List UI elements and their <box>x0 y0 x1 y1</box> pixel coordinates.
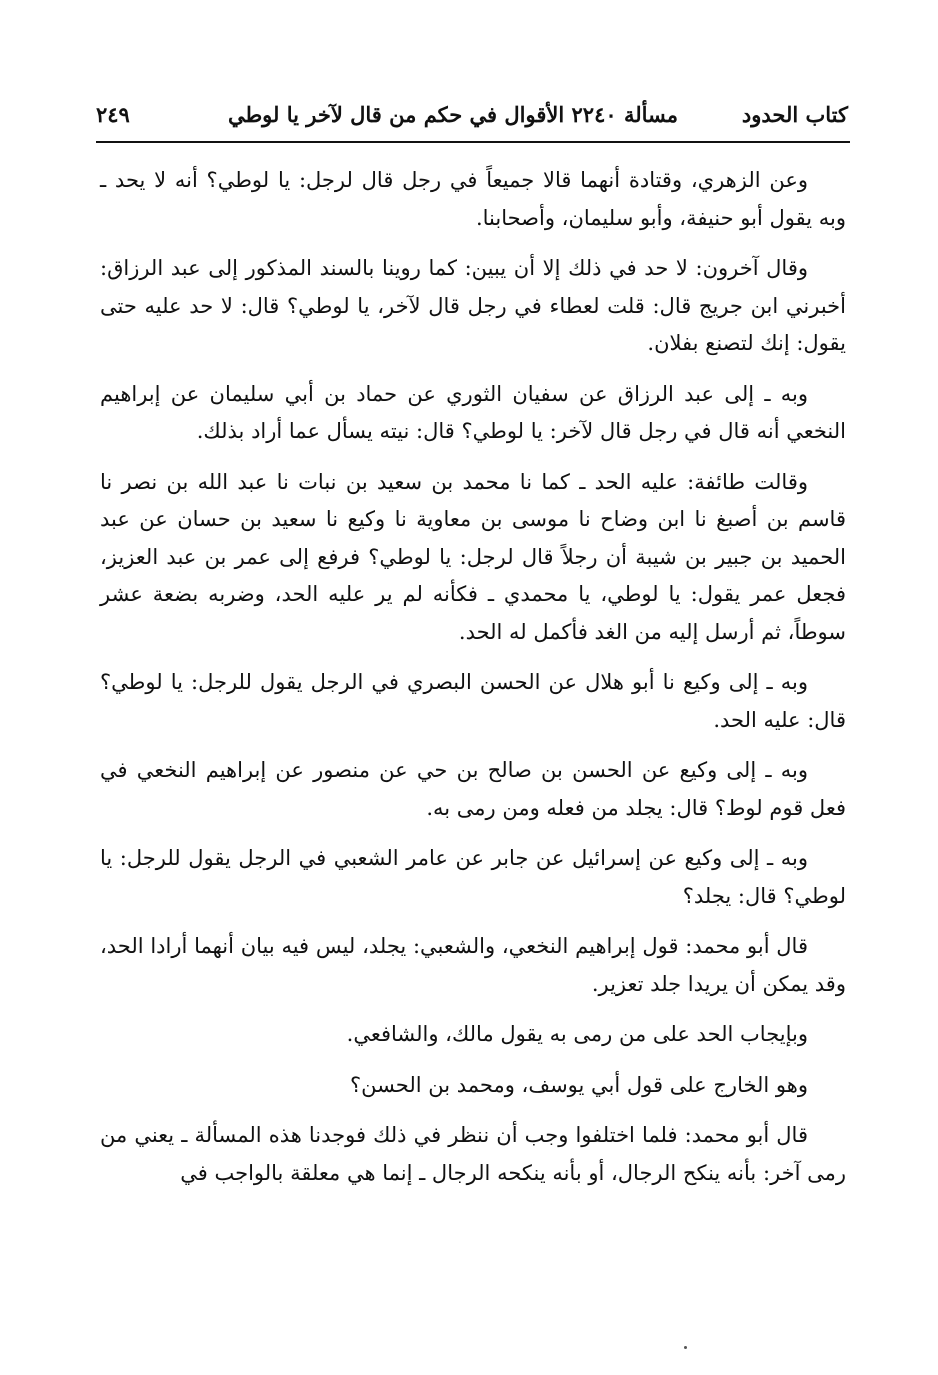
print-speck <box>684 1346 687 1349</box>
page-number: ٢٤٩ <box>96 102 130 127</box>
header-rule <box>96 141 850 143</box>
book-title: كتاب الحدود <box>741 102 848 127</box>
paragraph-1: وعن الزهري، وقتادة أنهما قالا جميعاً في رجل قال لرجل: يا لوطي؟ أنه لا يحد ـ وبه يقول أبو حنيفة، وأبو سليمان، وأصحابنا. <box>100 168 846 230</box>
paragraph-7: وبه ـ إلى وكيع عن إسرائيل عن جابر عن عامر الشعبي في الرجل يقول للرجل: يا لوطي؟ قال: يجلد؟ <box>100 846 846 908</box>
paragraph-11: قال أبو محمد: فلما اختلفوا وجب أن ننظر في ذلك فوجدنا هذه المسألة ـ يعني من رمى آخر: بأنه ينكح الرجال، أو بأنه ينكحه الرجال ـ إنما هي معلقة بالواجب في <box>100 1123 846 1185</box>
section-title: مسألة ٢٢٤٠ الأقوال في حكم من قال لآخر يا لوطي <box>227 102 678 127</box>
main-text <box>100 162 846 1205</box>
paragraph-4: وقالت طائفة: عليه الحد ـ كما نا محمد بن سعيد بن نبات نا عبد الله بن نصر نا قاسم بن أصبغ نا ابن وضاح نا موسى بن معاوية نا وكيع نا سعيد بن حسان عن عبد الحميد بن جبير بن شيبة أن رجلاً قال لرجل: يا لوطي؟ فرفع إلى عمر بن عبد العزيز، فجعل عمر يقول: يا لوطي، يا محمدي ـ فكأنه لم ير عليه الحد، وضربه بضعة عشر سوطاً، ثم أرسل إليه من الغد فأكمل له الحد. <box>100 469 846 644</box>
paragraph-6: وبه ـ إلى وكيع عن الحسن بن صالح بن حي عن منصور عن إبراهيم النخعي في فعل قوم لوط؟ قال: يجلد من فعله ومن رمى به. <box>100 758 846 820</box>
paragraph-8: قال أبو محمد: قول إبراهيم النخعي، والشعبي: يجلد، ليس فيه بيان أنهما أرادا الحد، وقد يمكن أن يريدا جلد تعزير. <box>100 934 846 996</box>
paragraph-5: وبه ـ إلى وكيع نا أبو هلال عن الحسن البصري في الرجل يقول للرجل: يا لوطي؟ قال: عليه الحد. <box>100 670 846 732</box>
paragraph-2: وقال آخرون: لا حد في ذلك إلا أن يبين: كما روينا بالسند المذكور إلى عبد الرزاق: أخبرني ابن جريج قال: قلت لعطاء في رجل قال لآخر، يا لوطي؟ قال: لا حد عليه حتى يقول: إنك لتصنع بفلان. <box>100 256 846 355</box>
paragraph-9: وبإيجاب الحد على من رمى به يقول مالك، والشافعي. <box>346 1022 808 1046</box>
paragraph-10: وهو الخارج على قول أبي يوسف، ومحمد بن الحسن؟ <box>349 1072 808 1097</box>
paragraph-3: وبه ـ إلى عبد الرزاق عن سفيان الثوري عن حماد بن أبي سليمان عن إبراهيم النخعي أنه قال في رجل قال لآخر: يا لوطي؟ قال: نيته يسأل عما أراد بذلك. <box>100 381 846 443</box>
running-header <box>96 96 848 136</box>
